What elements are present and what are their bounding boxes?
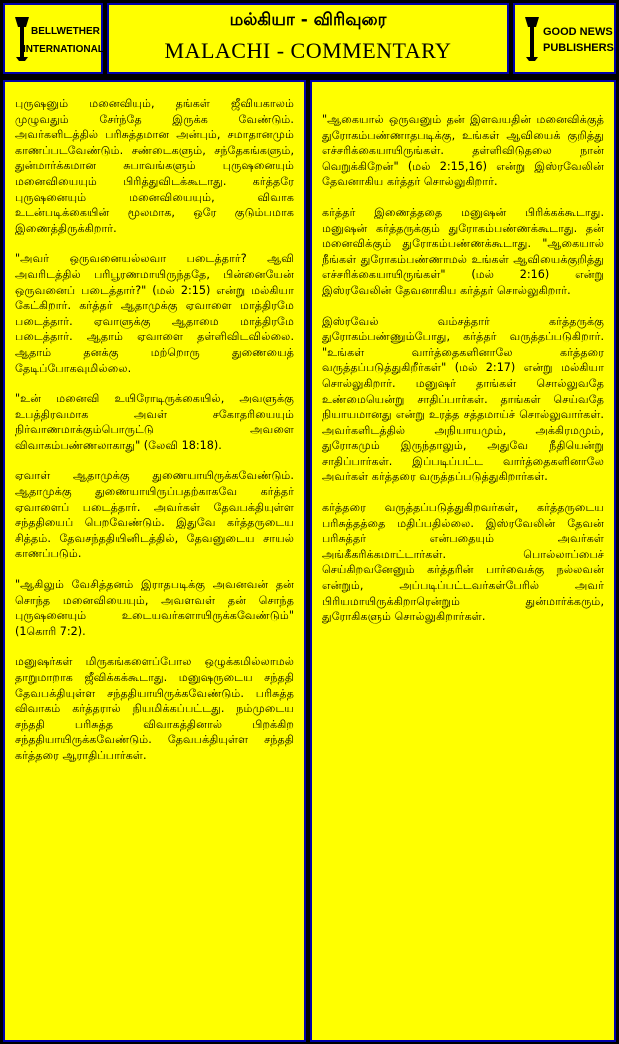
bellwether-line1: BELLWETHER [31,26,100,37]
bellwether-line2: INTERNATIONAL [23,44,104,55]
right-column [310,80,616,1042]
paragraph: புருஷனும் மனைவியும், தங்கள் ஜீவியகாலம் முழுவதும் சேர்ந்தே இருக்க வேண்டும். அவர்களிடத்தில் பரிசுத்தமான அன்பும், சமாதானமும் காணப்படவேண்டும். சண்டைகளும், சந்தேகங்களும், துன்மார்க்கமான சுபாவங்களும் புருஷனையும் மனைவியையும் பிரித்துவிடக்கூடாது. கர்த்தரே புருஷனையும் மனைவியையும், விவாக உடன்படிக்கையின் மூலமாக, ஒரே குடும்பமாக இணைத்திருக்கிறார். [15,97,294,235]
bellwether-logo [3,3,103,74]
goodnews-line1: GOOD NEWS [543,26,613,38]
torch-icon [521,17,543,61]
title-english: MALACHI - COMMENTARY [164,38,452,63]
paragraph: கர்த்தர் இணைத்ததை மனுஷன் பிரிக்கக்கூடாது. மனுஷன் கர்த்தருக்கும் துரோகம்பண்ணக்கூடாது. தன் மனைவிக்கும் துரோகம்பண்ணக்கூடாது. "ஆகையால் நீங்கள் துரோகம்பண்ணாமல் உங்கள் ஆவியைக்குறித்து எச்சரிக்கையாயிருங்கள்" (மல் 2:16) என்று இஸ்ரவேலின் தேவனாகிய கர்த்தர் சொல்லுகிறார். [322,205,604,297]
paragraph: "ஆகிலும் வேசித்தனம் இராதபடிக்கு அவனவன் தன் சொந்த மனைவியையும், அவளவள் தன் சொந்த புருஷனையும் உடையவர்களாயிருக்கவேண்டும்"(1கொரி 7:2). [15,578,294,638]
paragraph: கர்த்தரை வருத்தப்படுத்துகிறவர்கள், கர்த்தருடைய பரிசுத்தத்தை மதிப்பதில்லை. இஸ்ரவேலின் தேவன் பரிசுத்தர் என்பதையும் அவர்கள் அங்கீகரிக்கமாட்டார்கள். பொல்லாப்பைச் செய்கிறவனேனும் கர்த்தரின் பார்வைக்கு நல்லவன் என்றும், அப்படிப்பட்டவர்கள்பேரில் அவர் பிரியமாயிருக்கிறாரென்றும் துன்மார்க்கரும், துரோகிகளும் சொல்லுகிறார்கள். [322,501,604,624]
title-tamil: மல்கியா - விரிவுரை [229,10,387,30]
paragraph: "ஆகையால் ஒருவனும் தன் இளவயதின் மனைவிக்குத் துரோகம்பண்ணாதபடிக்கு, உங்கள் ஆவியைக் குறித்து எச்சரிக்கையாயிருங்கள். தள்ளிவிடுதலை நான் வெறுக்கிறேன்" (மல் 2:15,16) என்று இஸ்ரவேலின் தேவனாகிய கர்த்தர் சொல்லுகிறார். [322,113,604,189]
paragraph: ஏவாள் ஆதாமுக்கு துணையாயிருக்கவேண்டும். ஆதாமுக்கு துணையாயிருப்பதற்காகவே கர்த்தர் ஏவாளைப் படைத்தார். அவர்கள் தேவபக்தியுள்ள சந்ததியைப் பெறவேண்டும். இதுவே கர்த்தருடைய சித்தம். தேவசந்ததியினிடத்தில், தேவனுடைய சாயல் காணப்படும். [15,469,294,561]
paragraph: "உன் மனைவி உயிரோடிருக்கையில், அவளுக்கு உபத்திரவமாக அவள் சகோதரியையும் நிர்வாணமாக்கும்பொருட்டு அவளை விவாகம்பண்ணலாகாது" (லேவி 18:18). [15,392,294,452]
paragraph: மனுஷர்கள் மிருகங்களைப்போல ஒழுக்கமில்லாமல் தாறுமாறாக ஜீவிக்கக்கூடாது. மனுஷருடைய சந்ததி தேவபக்தியுள்ள சந்ததியாயிருக்கவேண்டும். பரிசுத்த விவாகம் கர்த்தரால் நியமிக்கப்பட்டது. நம்முடைய சந்ததி பரிசுத்த விவாகத்தினால் பிறக்கிற சந்ததியாயிருக்கவேண்டும். தேவபக்தியுள்ள சந்ததி கர்த்தரை ஆராதிப்பார்கள். [15,655,294,762]
header [0,0,619,78]
left-column [3,80,306,1042]
goodnews-logo [513,3,616,74]
paragraph: இஸ்ரவேல் வம்சத்தார் கர்த்தருக்கு துரோகம்பண்ணும்போது, கர்த்தர் வருத்தப்படுகிறார். "உங்கள் வார்த்தைகளினாலே கர்த்தரை வருத்தப்படுத்துகிறீர்கள்" (மல் 2:17) என்று மல்கியா சொல்லுகிறார். மனுஷர் தாங்கள் சொல்லுவதே உண்மையென்று சாதிப்பார்கள். தாங்கள் செய்வதே நியாயமானது என்று உரத்த சத்தமாய்ச் சொல்லுவார்கள். அவர்களிடத்தில் அநியாயமும், அக்கிரமமும், துரோகமும் இருந்தாலும், அதுவே நீதியென்று சாதிப்பார்கள். இப்படிப்பட்ட வார்த்தைகளினாலே அவர்கள் கர்த்தரை வருத்தப்படுத்துகிறார்கள். [322,314,604,484]
title-box [107,3,509,74]
paragraph: "அவர் ஒருவனையல்லவா படைத்தார்? ஆவி அவரிடத்தில் பரிபூரணமாயிருந்ததே, பின்னையேன் ஒருவனைப் படைத்தார்?" (மல் 2:15) என்று மல்கியா கேட்கிறார். கர்த்தர் ஆதாமுக்கு ஏவாளை மாத்திரமே படைத்தார். ஏவாளுக்கு ஆதாமை மாத்திரமே படைத்தார். ஆதாம் ஏவாளை தள்ளிவிடவில்லை. ஆதாம் தனக்கு மற்றொரு துணையைத் தேடிப்போகவுமில்லை. [15,252,294,375]
goodnews-line2: PUBLISHERS [543,42,614,54]
